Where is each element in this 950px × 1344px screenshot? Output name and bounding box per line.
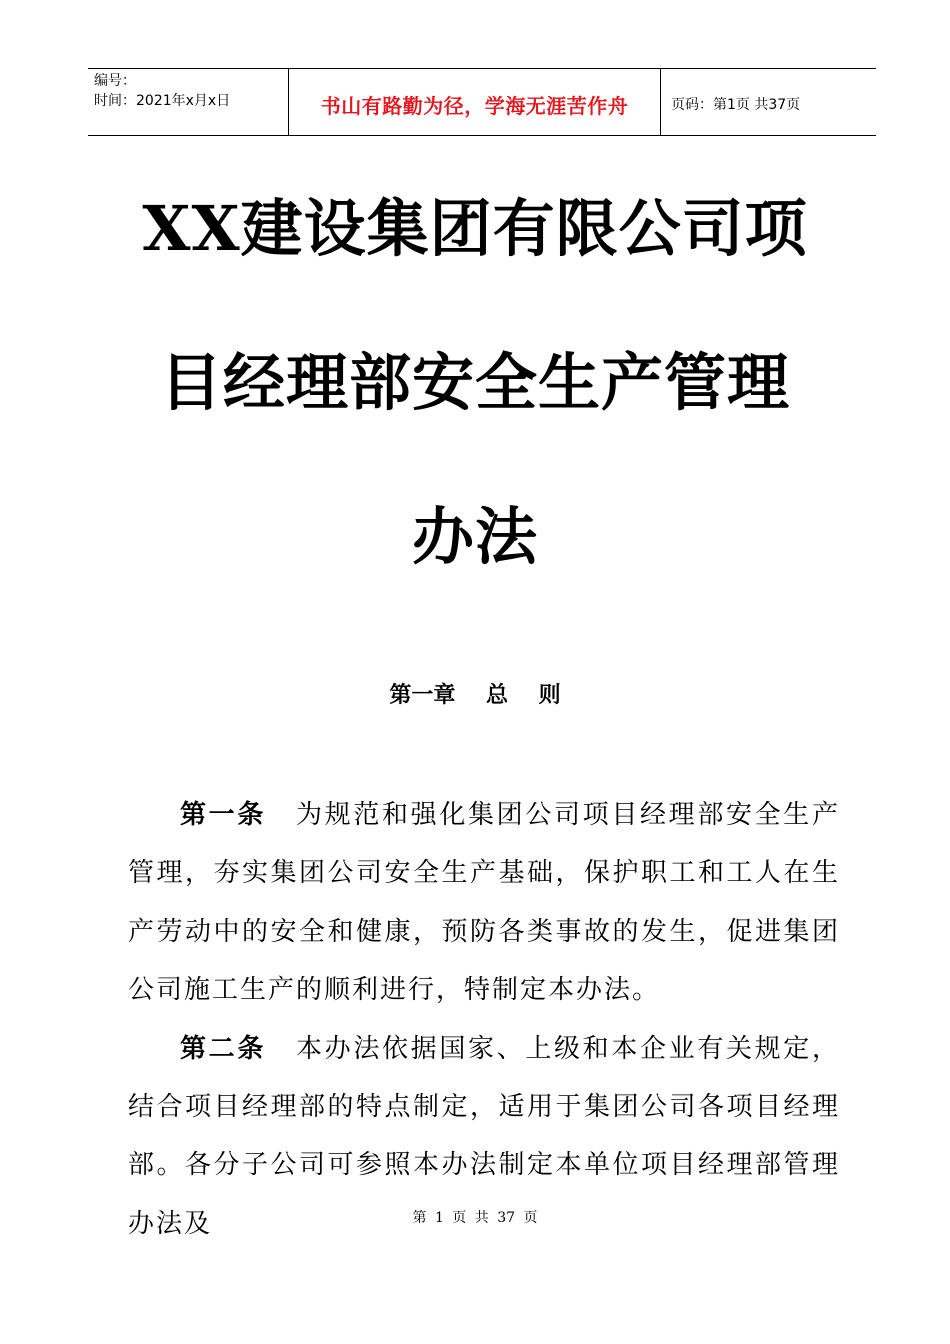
article-text: 本办法依据国家、上级和本企业有关规定，结合项目经理部的特点制定，适用于集团公司各项目经理部。各分子公司可参照本办法制定本单位项目经理部管理办法及 [128,1033,840,1239]
time-label: 时间：2021年x月x日 [94,93,231,109]
header-meta [88,69,288,135]
document-header [88,68,876,136]
article-label: 第二条 [180,1033,266,1064]
number-label: 编号： [94,73,136,89]
article-text: 为规范和强化集团公司项目经理部安全生产管理，夯实集团公司安全生产基础，保护职工和工人在生产劳动中的安全和健康，预防各类事故的发生，促进集团公司施工生产的顺利进行，特制定本办法。 [128,800,840,1006]
page-footer: 第 1 页 共 37 页 [412,1210,538,1226]
chapter-heading [0,676,950,716]
document-body [128,786,840,1253]
title-line-3: 办法 [411,500,538,573]
header-page-info: 页码：第1页 共37页 [671,97,801,113]
chapter-heading-text: 第一章 总 则 [389,683,561,708]
header-motto: 书山有路勤为径，学海无涯苦作舟 [288,69,661,135]
article-label: 第一条 [180,800,266,830]
document-title [0,152,950,614]
article-paragraph [128,786,840,1020]
title-line-1: XX建设集团有限公司项 [142,192,808,265]
title-line-2: 目经理部安全生产管理 [159,346,790,419]
